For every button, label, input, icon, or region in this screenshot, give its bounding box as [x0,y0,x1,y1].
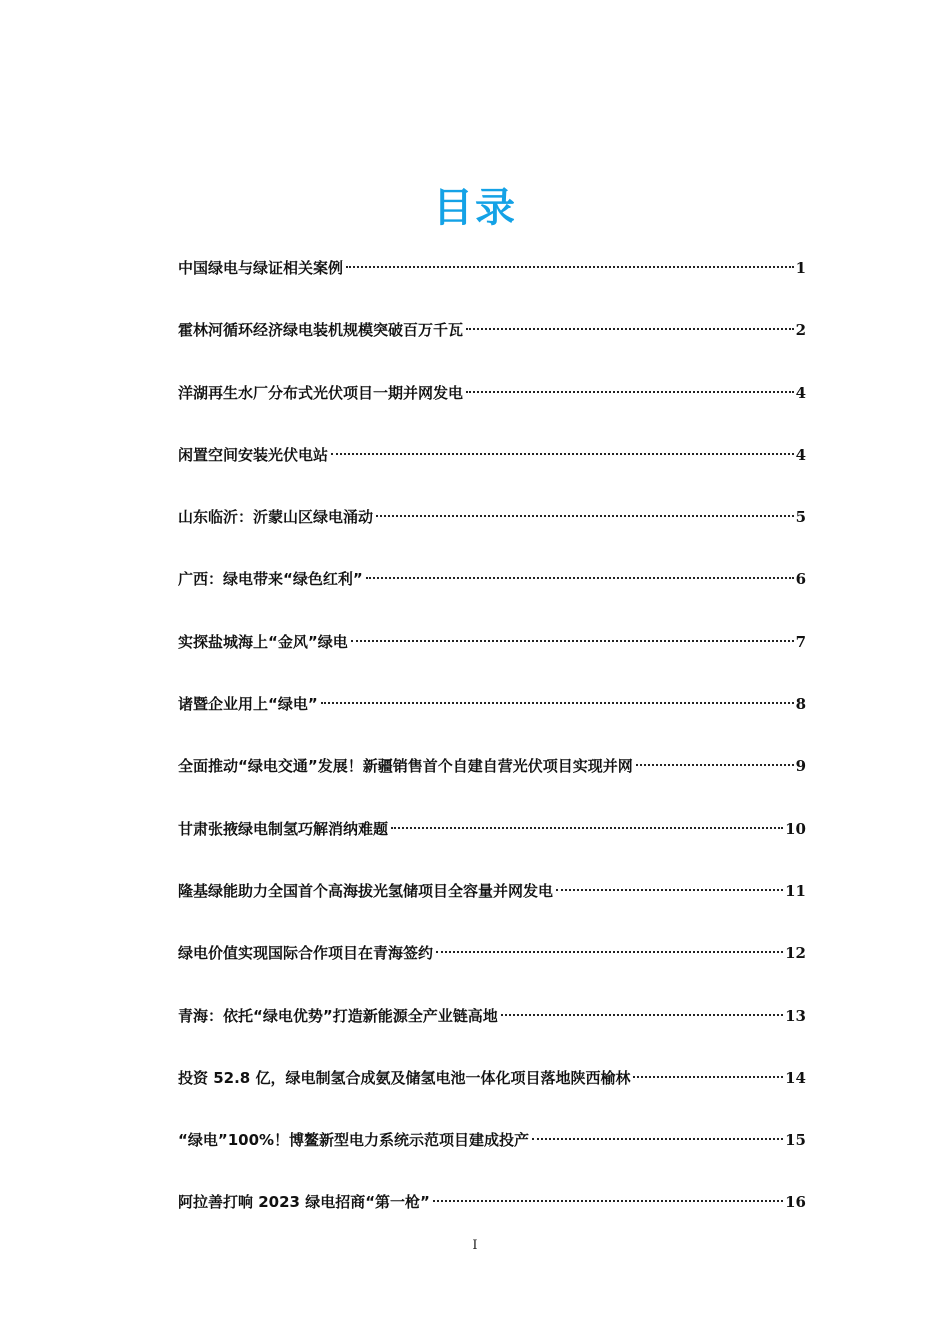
toc-entry-page-number: 7 [795,632,806,651]
toc-entry-page-number: 4 [795,445,806,464]
toc-dot-leader [321,702,794,704]
toc-entry[interactable] [178,815,806,877]
toc-entry-title: 青海：依托“绿电优势”打造新能源全产业链高地 [178,1006,498,1025]
toc-entry[interactable] [178,254,806,316]
toc-entry-page-number: 5 [795,508,806,527]
toc-entry[interactable] [178,628,806,690]
toc-entry-title: 山东临沂：沂蒙山区绿电涌动 [178,508,374,527]
toc-dot-leader [633,1076,783,1078]
toc-entry-page-number: 8 [795,695,806,714]
toc-entry-title: 实探盐城海上“金风”绿电 [178,632,348,651]
toc-entry-title: 甘肃张掖绿电制氢巧解消纳难题 [178,819,389,838]
toc-entry-title: “绿电”100%！博鳌新型电力系统示范项目建成投产 [178,1131,530,1150]
toc-entry-title: 投资 52.8 亿，绿电制氢合成氨及储氢电池一体化项目落地陕西榆林 [178,1068,631,1087]
page-number: I [472,1238,478,1253]
toc-dot-leader [436,951,783,953]
toc-dot-leader [532,1138,783,1140]
toc-entry[interactable] [178,690,806,752]
toc-entry-page-number: 10 [785,819,806,838]
toc-entry-page-number: 13 [785,1006,806,1025]
toc-entry[interactable] [178,503,806,565]
toc-dot-leader [376,515,794,517]
toc-dot-leader [466,328,794,330]
toc-entry-page-number: 6 [795,570,806,589]
toc-dot-leader [391,827,783,829]
toc-entry[interactable] [178,1002,806,1064]
table-of-contents [178,254,806,1251]
toc-entry-page-number: 2 [795,321,806,340]
toc-entry-title: 隆基绿能助力全国首个高海拔光氢储项目全容量并网发电 [178,881,554,900]
toc-entry-page-number: 4 [795,383,806,402]
toc-entry[interactable] [178,316,806,378]
toc-entry-page-number: 11 [785,881,806,900]
toc-dot-leader [346,266,794,268]
toc-entry-title: 全面推动“绿电交通”发展！新疆销售首个自建自营光伏项目实现并网 [178,757,633,776]
toc-entry[interactable] [178,752,806,814]
toc-entry-page-number: 9 [795,757,806,776]
toc-entry-page-number: 16 [785,1193,806,1212]
toc-dot-leader [433,1200,783,1202]
toc-entry-title: 闲置空间安装光伏电站 [178,445,329,464]
toc-dot-leader [331,453,794,455]
toc-entry-page-number: 1 [795,259,806,277]
toc-entry[interactable] [178,379,806,441]
toc-entry-title: 霍林河循环经济绿电装机规模突破百万千瓦 [178,321,464,340]
toc-entry-title: 广西：绿电带来“绿色红利” [178,570,363,589]
toc-entry[interactable] [178,565,806,627]
toc-dot-leader [466,391,794,393]
toc-dot-leader [351,640,794,642]
toc-entry[interactable] [178,939,806,1001]
toc-entry-title: 阿拉善打响 2023 绿电招商“第一枪” [178,1193,430,1212]
toc-entry[interactable] [178,1126,806,1188]
toc-dot-leader [636,764,794,766]
toc-entry-page-number: 15 [785,1131,806,1150]
page-title: 目录 [433,184,517,231]
toc-entry-title: 中国绿电与绿证相关案例 [178,259,344,277]
toc-dot-leader [556,889,783,891]
toc-dot-leader [366,577,794,579]
toc-entry[interactable] [178,1064,806,1126]
toc-entry[interactable] [178,441,806,503]
toc-entry[interactable] [178,877,806,939]
toc-entry-title: 绿电价值实现国际合作项目在青海签约 [178,944,434,963]
toc-entry-title: 洋湖再生水厂分布式光伏项目一期并网发电 [178,383,464,402]
toc-entry-title: 诸暨企业用上“绿电” [178,695,318,714]
toc-entry-page-number: 14 [785,1068,806,1087]
toc-entry-page-number: 12 [785,944,806,963]
toc-dot-leader [501,1014,783,1016]
